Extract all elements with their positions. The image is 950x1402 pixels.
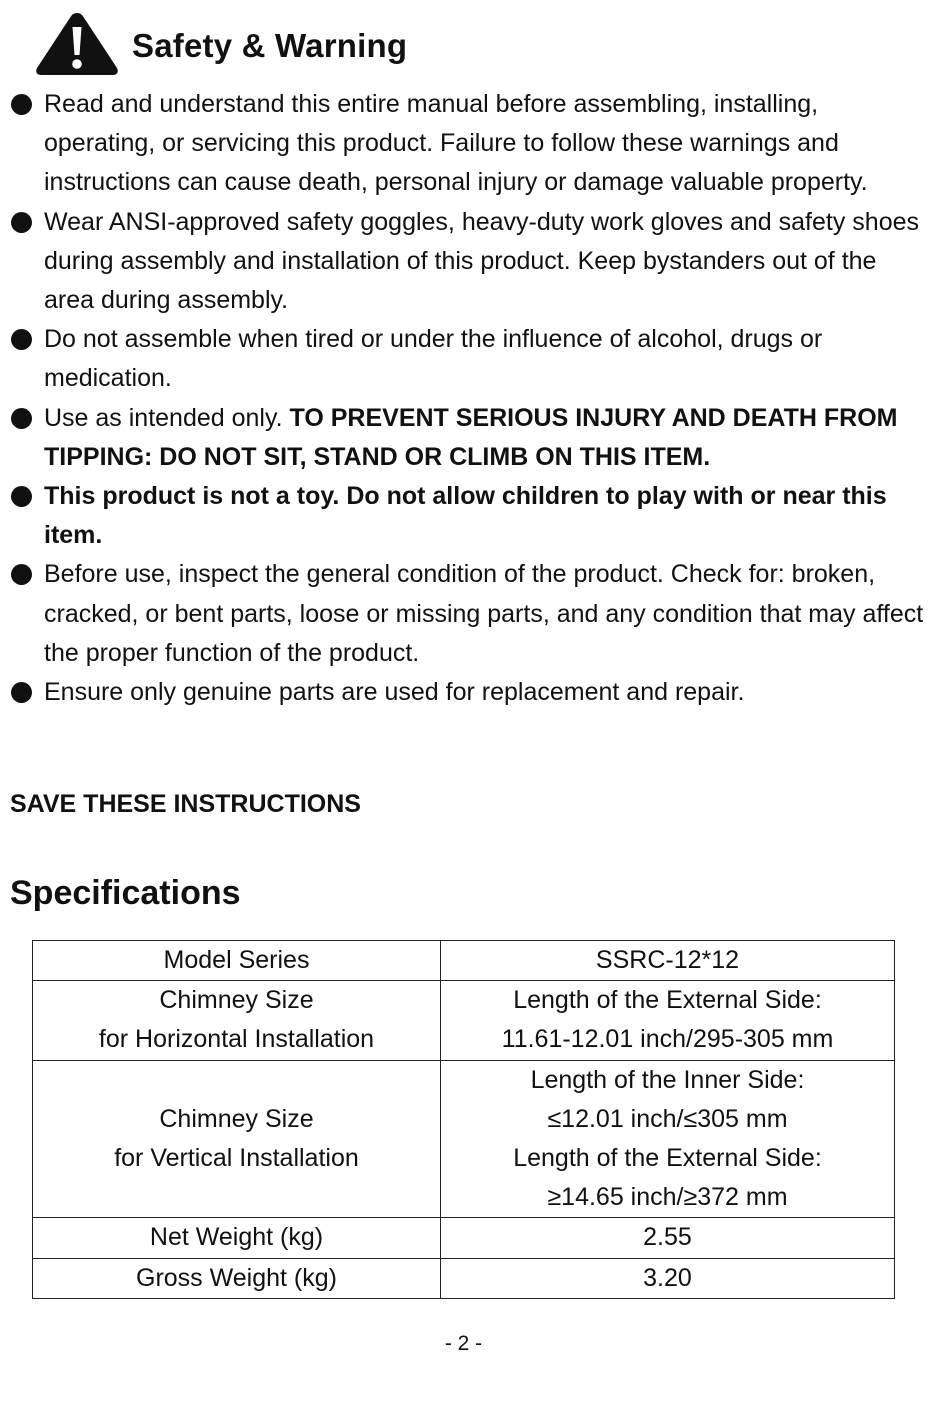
spec-label: Gross Weight (kg) [136,1263,337,1292]
warning-emphasis: This product is not a toy. Do not allow children to play with or near this item. [44,482,887,550]
table-row [33,1060,895,1218]
spec-value: Length of the External Side: [513,1144,822,1173]
specifications-title: Specifications [10,874,241,912]
warning-text: Wear ANSI-approved safety goggles, heavy-duty work gloves and safety shoes during assembly and installation of this product. Keep bystanders out of the area during assembly. [44,207,920,315]
spec-label-cell [33,981,441,1060]
spec-value: 3.20 [643,1263,692,1292]
spec-value: Length of the External Side: [513,986,822,1015]
warning-list [10,85,930,712]
warning-text: Use as intended only. [44,403,290,432]
section-title: Safety & Warning [132,27,408,64]
bullet-icon [11,564,32,585]
table-row [33,981,895,1060]
spec-value: Length of the Inner Side: [530,1065,805,1094]
spec-label-cell [33,1258,441,1298]
table-row [33,1258,895,1298]
warning-item [10,477,930,555]
bullet-icon [11,486,32,507]
bullet-icon [11,682,32,703]
spec-label-cell [33,1060,441,1218]
bullet-icon [11,94,32,115]
spec-value-cell [441,981,895,1060]
table-row [33,941,895,981]
warning-item [10,673,930,712]
spec-value: 11.61-12.01 inch/295-305 mm [501,1025,834,1054]
warning-triangle-icon [34,10,120,76]
warning-text: Before use, inspect the general condition of the product. Check for: broken, cracked, or bent parts, loose or missing parts, and any condition that may affect the proper function of the product. [44,560,924,667]
warning-item [10,555,930,673]
warning-text: Read and understand this entire manual before assembling, installing, operating, or servicing this product. Failure to follow these warnings and instructions can cause death, personal injury or damage valuable property. [44,90,868,197]
warning-item [10,85,930,203]
spec-label-cell [33,941,441,981]
warning-emphasis: TO PREVENT SERIOUS INJURY AND DEATH FROM TIPPING: DO NOT SIT, STAND OR CLIMB ON THIS ITEM. [44,403,898,471]
spec-label-cell [33,1218,441,1258]
table-row [33,1218,895,1258]
spec-value: ≤12.01 inch/≤305 mm [547,1104,788,1133]
spec-label: Model Series [163,946,310,974]
spec-label: Net Weight (kg) [149,1223,324,1252]
spec-label: Chimney Size [159,1104,314,1133]
bullet-icon [11,329,32,350]
save-instructions-note: SAVE THESE INSTRUCTIONS [10,790,361,818]
spec-value: 2.55 [643,1223,692,1252]
warning-item [10,320,930,398]
spec-label: Chimney Size [159,986,314,1015]
spec-value: SSRC-12*12 [595,946,740,974]
section-header [34,8,407,78]
warning-text: Do not assemble when tired or under the influence of alcohol, drugs or medication. [44,325,823,393]
bullet-icon [11,408,32,429]
warning-item [10,399,930,477]
spec-value-cell [441,1218,895,1258]
spec-label: for Vertical Installation [114,1144,359,1173]
spec-label: for Horizontal Installation [98,1025,375,1054]
warning-item [10,203,930,321]
spec-value-cell [441,1258,895,1298]
warning-text: Ensure only genuine parts are used for replacement and repair. [44,678,745,707]
spec-value-cell [441,941,895,981]
spec-value: ≥14.65 inch/≥372 mm [547,1183,788,1212]
bullet-icon [11,212,32,233]
specifications-table [32,940,895,1299]
page-number: - 2 - [444,1332,483,1355]
spec-value-cell [441,1060,895,1218]
